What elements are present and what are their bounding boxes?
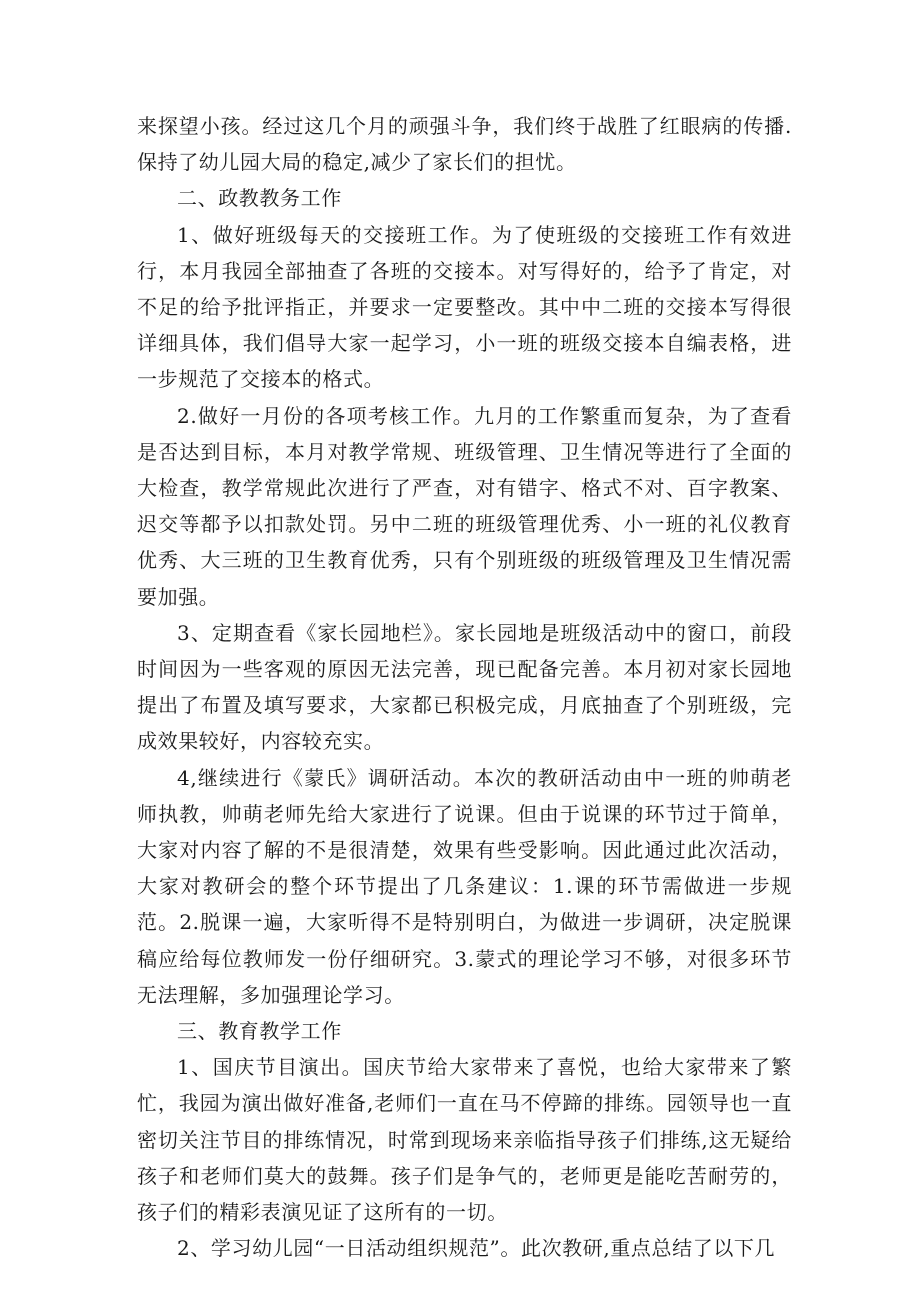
paragraph-continued: 来探望小孩。经过这几个月的顽强斗争，我们终于战胜了红眼病的传播.保持了幼儿园大局的稳定,减少了家长们的担忧。 [137,114,792,175]
section-heading-3: 三、教育教学工作 [177,1019,342,1044]
paragraph-handover: 1、做好班级每天的交接班工作。为了使班级的交接班工作有效进行，本月我园全部抽查了各班的交接本。对写得好的，给予了肯定，对不足的给予批评指正，并要求一定要整改。其中中二班的交接本写得很详细具体，我们倡导大家一起学习，小一班的班级交接本自编表格，进一步规范了交接本的格式。 [137,222,792,392]
section-heading-2: 二、政教教务工作 [177,186,342,211]
paragraph-daily-activity: 2、学习幼儿园“一日活动组织规范”。此次教研,重点总结了以下几 [177,1236,776,1261]
paragraph-national-day: 1、国庆节目演出。国庆节给大家带来了喜悦，也给大家带来了繁忙，我园为演出做好准备,老师们一直在马不停蹄的排练。园领导也一直密切关注节目的排练情况，时常到现场来亲临指导孩子们排练,这无疑给孩子和老师们莫大的鼓舞。孩子们是争气的，老师更是能吃苦耐劳的，孩子们的精彩表演见证了这所有的一切。 [137,1055,792,1225]
paragraph-assessment: 2.做好一月份的各项考核工作。九月的工作繁重而复杂，为了查看是否达到目标，本月对教学常规、班级管理、卫生情况等进行了全面的大检查，教学常规此次进行了严查，对有错字、格式不对、百字教案、迟交等都予以扣款处罚。另中二班的班级管理优秀、小一班的礼仪教育优秀、大三班的卫生教育优秀，只有个别班级的班级管理及卫生情况需要加强。 [137,403,792,609]
paragraph-montessori: 4,继续进行《蒙氏》调研活动。本次的教研活动由中一班的帅萌老师执教，帅萌老师先给大家进行了说课。但由于说课的环节过于简单，大家对内容了解的不是很清楚，效果有些受影响。因此通过此次活动，大家对教研会的整个环节提出了几条建议：1.课的环节需做进一步规范。2.脱课一遍，大家听得不是特别明白，为做进一步调研，决定脱课稿应给每位教师发一份仔细研究。3.蒙式的理论学习不够，对很多环节无法理解，多加强理论学习。 [137,765,792,1007]
paragraph-parent-board: 3、定期查看《家长园地栏》。家长园地是班级活动中的窗口，前段时间因为一些客观的原因无法完善，现已配备完善。本月初对家长园地提出了布置及填写要求，大家都已积极完成，月底抽查了个别班级，完成效果较好，内容较充实。 [137,620,792,754]
document-body [137,108,792,1267]
